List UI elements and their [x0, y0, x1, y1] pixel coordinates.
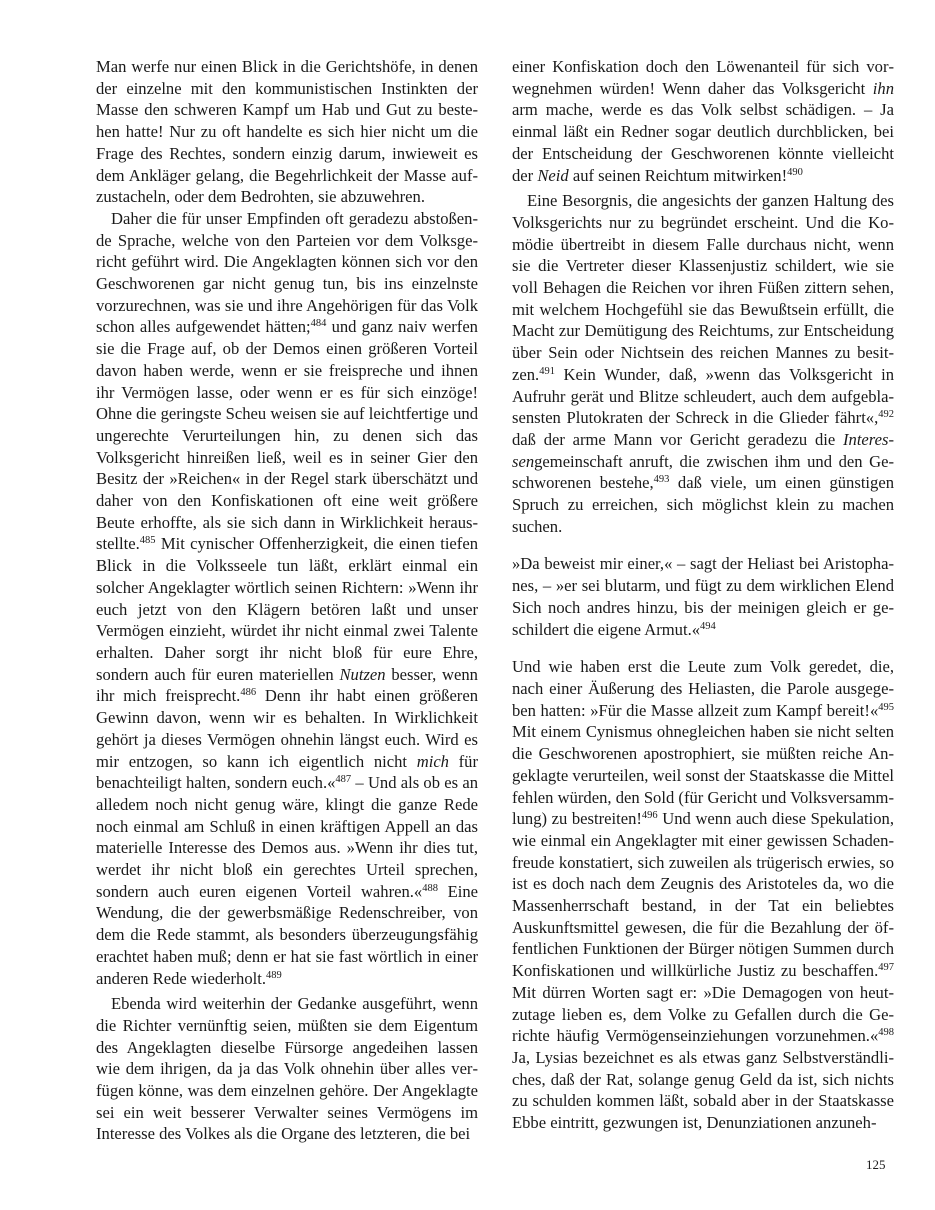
text-run: »Da beweist mir einer,« – sagt der Heliast bei Aristophanes, – »er sei blutarm, und fügt zu dem wirklichen Elend Sich noch andres hinzu, bis der meinigen gleich er geschildert die eigene Armut.« — [512, 554, 894, 639]
text-run: gemeinschaft anruft, die zwischen ihm und den Geschworenen bestehe, — [512, 451, 894, 493]
text-run: Ebenda wird weiterhin der Gedanke ausgeführt, wenn die Richter vernünftig seien, müßten sie dem Eigentum des Angeklagten dieselbe Fürsorge angedeihen lassen wie dem ihrigen, da ja das Volk ohnehin über alles verfügen könne, was dem einzelnen gehöre. Der Angeklagte sei ein weit besserer Verwalter seines Vermögens im Interesse des Volkes als die Organe des letzteren, die bei — [96, 994, 478, 1144]
footnote-ref: 488 — [422, 882, 438, 894]
text-run: Eine Besorgnis, die angesichts der ganzen Haltung des Volksgerichts nur zu begründet erscheint. Und die Komödie übertreibt in diesem Falle durchaus nicht, wenn sie die Vertreter dieser Klassenjustiz schildert, wie sie voll Behagen die Reichen vor ihren Füßen zittern sehen, mit welchem Hochgefühl sie das Bewußtsein erfüllt, die Macht zur Demütigung des Reichtums, zur Entscheidung über Sein oder Nichtsein des reichen Mannes zu besitzen. — [512, 191, 894, 384]
text-run: Mit einem Cynismus ohnegleichen haben sie nicht selten die Geschworenen apostrophiert, sie müßten reiche Angeklagte verurteilen, weil sonst der Staatskasse die Mittel fehlen würden, den Sold (für Gericht und Volksversammlung) zu bestreiten! — [512, 722, 894, 829]
text-run: arm mache, werde es das Volk selbst schädigen. – Ja einmal läßt ein Redner sogar deutlich durchblicken, bei der Entscheidung der Geschworenen könnte vielleicht der — [512, 100, 894, 185]
footnote-ref: 489 — [266, 969, 282, 981]
footnote-ref: 497 — [878, 962, 894, 974]
text-run: Man werfe nur einen Blick in die Gerichtshöfe, in denen der einzelne mit den kommunistischen Instinkten der Masse den schweren Kampf um Hab und Gut zu bestehen hatte! Nur zu oft handelte es sich hier nicht um die Frage des Rechtes, sondern einzig darum, inwieweit es dem Ankläger gelang, die Begehrlichkeit der Masse aufzustacheln, oder dem Bedrohten, sie abzuwehren. — [96, 57, 478, 207]
footnote-ref: 494 — [700, 620, 716, 632]
paragraph — [512, 656, 894, 1133]
footnote-ref: 485 — [139, 535, 156, 547]
footnote-ref: 496 — [641, 810, 658, 822]
footnote-ref: 487 — [335, 774, 352, 786]
text-run: Mit cynischer Offenherzigkeit, die einen tiefen Blick in die Volksseele tun läßt, erklärt einmal ein solcher Angeklagter wörtlich seinen Richtern: »Wenn ihr euch jetzt von den Klägern betören laßt und unser Vermögen einzieht, würdet ihr nicht einmal zwei Talente erhalten. Daher sorgt ihr nicht bloß für eure Ehre, sondern auch für euren materiellen — [96, 534, 478, 684]
text-run: Eine Wendung, die der gewerbsmäßige Redenschreiber, von dem die Rede stammt, als besonders überzeugungsfähig erachtet haben muß; denn er hat sie fast wörtlich in einer anderen Rede wiederholt. — [96, 881, 479, 988]
footnote-ref: 490 — [787, 166, 803, 178]
emphasis: Interessen — [512, 429, 894, 471]
text-run: Mit dürren Worten sagt er: »Die Demagogen von heutzutage lieben es, dem Volke zu Gefallen durch die Gerichte häufig Vermögenseinziehungen vorzunehmen.« — [512, 982, 894, 1046]
left-column — [96, 56, 478, 1145]
text-run: für benachteiligt halten, sondern euch.« — [96, 751, 479, 793]
emphasis: ihn — [872, 78, 894, 98]
text-run: Ja, Lysias bezeichnet es als etwas ganz Selbstverständliches, daß der Rat, solange genug Geld da ist, sich nichts zu schulden kommen läßt, sobald aber in der Staatskasse Ebbe eintritt, gezwungen ist, Denunziationen anzuneh- — [512, 1047, 894, 1133]
paragraph — [512, 190, 894, 537]
text-run: Kein Wunder, daß, »wenn das Volksgericht in Aufruhr gerät und Blitze schleudert, auch dem aufgeblasensten Plutokraten der Schreck in die Glieder fährt«, — [512, 364, 894, 428]
footnote-ref: 486 — [240, 687, 257, 699]
footnote-ref: 491 — [539, 365, 555, 377]
paragraph — [96, 208, 478, 989]
footnote-ref: 492 — [878, 409, 894, 421]
paragraph — [96, 993, 478, 1145]
emphasis: Neid — [537, 165, 569, 185]
emphasis: Nutzen — [339, 664, 386, 684]
emphasis: mich — [416, 751, 449, 771]
paragraph — [96, 56, 478, 208]
text-run: und ganz naiv werfen sie die Frage auf, ob der Demos einen größeren Vorteil davon haben werde, wenn er sie freispreche und ihnen ihr Vermögen lasse, oder wenn er es für sich einzöge! Ohne die geringste Scheu weisen sie auf leichtfertige und ungerechte Verurteilungen hin, zu denen sich das Volksgericht hinreißen ließ, weil es in seiner Gier den Besitz der »Reichen« in der Regel stark überschätzt und daher von den Konfiskationen oft eine weit größere Beute erhoffte, als sie sich dann in Wirklichkeit herausstellte. — [96, 317, 478, 554]
footnote-ref: 493 — [653, 474, 670, 486]
paragraph — [512, 56, 894, 186]
text-run: daß der arme Mann vor Gericht geradezu die — [512, 429, 843, 449]
text-run: Denn ihr habt einen größeren Gewinn davon, wenn wir es behalten. In Wirklichkeit gehört ja dieses Vermögen ohnehin längst euch. Wird es mir entzogen, so kann ich eigentlich nicht — [96, 686, 478, 771]
right-column — [512, 56, 894, 1134]
text-run: besser, wenn ihr mich freisprecht. — [96, 664, 478, 706]
text-run: Daher die für unser Empfinden oft geradezu abstoßende Sprache, welche von den Parteien vor dem Volksgericht geführt wird. Die Angeklagten können sich vor den Geschworenen gar nicht genug tun, bis ins einzelnste vorzurechnen, was sie und ihre Angehörigen für das Volk schon alles aufgewendet hätten; — [96, 208, 478, 337]
text-run: auf seinen Reichtum mitwirken! — [568, 165, 788, 185]
text-run: daß viele, um einen günstigen Spruch zu erreichen, sich möglichst klein zu machen suchen. — [512, 473, 894, 536]
paragraph — [512, 553, 894, 640]
page-number: 125 — [866, 1157, 886, 1172]
text-run: Und wie haben erst die Leute zum Volk geredet, die, nach einer Äußerung des Heliasten, die Parole ausgegeben hatten: »Für die Masse allzeit zum Kampf bereit!« — [512, 657, 894, 720]
text-run: Und wenn auch diese Spekulation, wie einmal ein Angeklagter mit einer gewissen Schadenfreude konstatiert, sich zuweilen als trügerisch erwies, so ist es doch nach dem Zeugnis des Aristoteles da, wo die Massenherrschaft bestand, in der Tat ein beliebtes Auskunftsmittel gewesen, die für die Bezahlung der öffentlichen Funktionen der Bürger nötigen Summen durch Konfiskationen und willkürliche Justiz zu beschaffen. — [512, 809, 895, 981]
footnote-ref: 498 — [878, 1027, 894, 1039]
text-run: – Und als ob es an alledem noch nicht genug wäre, klingt die ganze Rede noch einmal am Schluß in einen kräftigen Appell an das materielle Interesse des Demos aus. »Wenn ihr dies tut, werdet ihr nicht bloß ein gerechtes Urteil sprechen, sondern auch euren eigenen Vorteil wahren.« — [96, 773, 478, 901]
text-run: einer Konfiskation doch den Löwenanteil für sich vorwegnehmen würden! Wenn daher das Volksgericht — [512, 57, 894, 98]
footnote-ref: 484 — [310, 318, 327, 330]
footnote-ref: 495 — [878, 701, 894, 713]
